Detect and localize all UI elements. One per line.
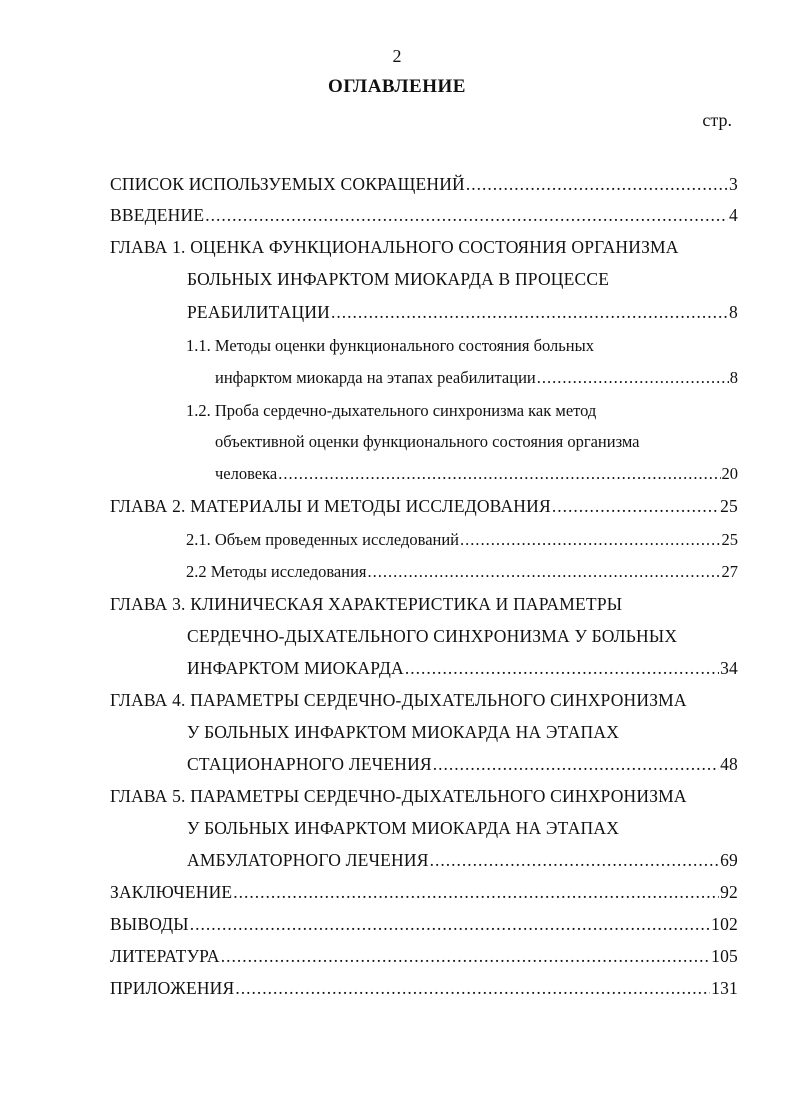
- leader-dots: [430, 850, 720, 871]
- toc-entry-title-continued: У БОЛЬНЫХ ИНФАРКТОМ МИОКАРДА НА ЭТАПАХ: [187, 818, 620, 838]
- page-number: 2: [392, 46, 402, 66]
- toc-entry-title-continued: ИНФАРКТОМ МИОКАРДА: [187, 658, 404, 678]
- leader-dots: [460, 530, 720, 550]
- toc-entry-page: 34: [720, 658, 738, 678]
- toc-entry-line: [187, 626, 677, 648]
- leader-dots: [190, 914, 710, 935]
- toc-entry[interactable]: [110, 882, 738, 904]
- toc-entry[interactable]: [110, 496, 738, 518]
- toc-entry-line: [187, 269, 609, 291]
- page-column-label: стр.: [702, 110, 732, 130]
- toc-entry-line: [186, 401, 596, 423]
- toc-entry-title: ВЫВОДЫ: [110, 914, 189, 934]
- toc-entry-title: СПИСОК ИСПОЛЬЗУЕМЫХ СОКРАЩЕНИЙ: [110, 174, 465, 194]
- toc-entry-title: ЛИТЕРАТУРА: [110, 946, 220, 966]
- toc-subentry[interactable]: [215, 464, 738, 486]
- toc-subentry-title: 1.1. Методы оценки функционального состояния больных: [186, 336, 594, 355]
- toc-entry-page: 8: [729, 368, 738, 387]
- toc-entry-title-continued: У БОЛЬНЫХ ИНФАРКТОМ МИОКАРДА НА ЭТАПАХ: [187, 722, 620, 742]
- toc-subentry[interactable]: [186, 530, 738, 552]
- toc-entry-line: [110, 786, 687, 808]
- toc-entry-title-continued: СТАЦИОНАРНОГО ЛЕЧЕНИЯ: [187, 754, 432, 774]
- leader-dots: [221, 946, 710, 967]
- toc-entry-page: 3: [729, 174, 738, 194]
- toc-entry-title-continued: АМБУЛАТОРНОГО ЛЕЧЕНИЯ: [187, 850, 429, 870]
- toc-entry-page: 8: [729, 302, 738, 322]
- leader-dots: [368, 562, 721, 582]
- toc-entry-page: 27: [721, 562, 738, 581]
- toc-entry-title: ПРИЛОЖЕНИЯ: [110, 978, 235, 998]
- toc-entry-line: [187, 818, 619, 840]
- leader-dots: [466, 174, 728, 195]
- toc-entry-line: [110, 237, 679, 259]
- toc-subentry[interactable]: [215, 368, 738, 390]
- toc-subentry-title-continued: объективной оценки функционального состояния организма: [215, 432, 640, 451]
- leader-dots: [537, 368, 729, 388]
- toc-entry-title: ГЛАВА 3. КЛИНИЧЕСКАЯ ХАРАКТЕРИСТИКА И ПАРАМЕТРЫ: [110, 594, 623, 614]
- toc-entry-page: 48: [720, 754, 738, 774]
- toc-entry-page: 20: [721, 464, 738, 483]
- toc-subentry-title: 2.1. Объем проведенных исследований: [186, 530, 460, 549]
- toc-subentry-title: 2.2 Методы исследования: [186, 562, 367, 581]
- toc-entry-page: 131: [711, 978, 738, 998]
- toc-entry[interactable]: [110, 205, 738, 227]
- toc-entry-title: ВВЕДЕНИЕ: [110, 205, 205, 225]
- toc-entry-title-continued: РЕАБИЛИТАЦИИ: [187, 302, 331, 322]
- toc-entry[interactable]: [187, 658, 738, 680]
- toc-entry-title: ГЛАВА 2. МАТЕРИАЛЫ И МЕТОДЫ ИССЛЕДОВАНИЯ: [110, 496, 551, 516]
- toc-entry-title: ГЛАВА 4. ПАРАМЕТРЫ СЕРДЕЧНО-ДЫХАТЕЛЬНОГО СИНХРОНИЗМА: [110, 690, 687, 710]
- toc-entry[interactable]: [187, 850, 738, 872]
- toc-entry-page: 4: [729, 205, 738, 225]
- toc-entry-page: 69: [720, 850, 738, 870]
- toc-entry-title-continued: БОЛЬНЫХ ИНФАРКТОМ МИОКАРДА В ПРОЦЕССЕ: [187, 269, 610, 289]
- toc-entry-title-continued: СЕРДЕЧНО-ДЫХАТЕЛЬНОГО СИНХРОНИЗМА У БОЛЬНЫХ: [187, 626, 678, 646]
- toc-entry[interactable]: [110, 946, 738, 968]
- toc-subentry-title-continued: человека: [215, 464, 278, 483]
- toc-entry[interactable]: [110, 978, 738, 1000]
- toc-subentry-title-continued: инфарктом миокарда на этапах реабилитации: [215, 368, 536, 387]
- toc-entry-page: 105: [711, 946, 738, 966]
- leader-dots: [433, 754, 719, 775]
- leader-dots: [233, 882, 719, 903]
- leader-dots: [405, 658, 719, 679]
- leader-dots: [235, 978, 710, 999]
- toc-subentry[interactable]: [186, 562, 738, 584]
- toc-entry[interactable]: [187, 302, 738, 324]
- leader-dots: [552, 496, 719, 517]
- toc-entry-line: [215, 432, 640, 454]
- toc-entry[interactable]: [187, 754, 738, 776]
- toc-entry-page: 25: [721, 530, 738, 549]
- toc-entry[interactable]: [110, 174, 738, 196]
- toc-entry-line: [110, 594, 622, 616]
- toc-entry-title: ГЛАВА 5. ПАРАМЕТРЫ СЕРДЕЧНО-ДЫХАТЕЛЬНОГО СИНХРОНИЗМА: [110, 786, 687, 806]
- page-title: ОГЛАВЛЕНИЕ: [328, 76, 466, 97]
- toc-entry-page: 102: [711, 914, 738, 934]
- toc-subentry-title: 1.2. Проба сердечно-дыхательного синхронизма как метод: [186, 401, 597, 420]
- toc-entry-line: [110, 690, 687, 712]
- toc-entry-title: ЗАКЛЮЧЕНИЕ: [110, 882, 233, 902]
- leader-dots: [278, 464, 720, 484]
- leader-dots: [205, 205, 728, 226]
- toc-entry-line: [187, 722, 619, 744]
- toc-entry[interactable]: [110, 914, 738, 936]
- toc-entry-line: [186, 336, 594, 358]
- toc-entry-page: 92: [720, 882, 738, 902]
- toc-entry-title: ГЛАВА 1. ОЦЕНКА ФУНКЦИОНАЛЬНОГО СОСТОЯНИЯ ОРГАНИЗМА: [110, 237, 679, 257]
- leader-dots: [331, 302, 728, 323]
- toc-entry-page: 25: [720, 496, 738, 516]
